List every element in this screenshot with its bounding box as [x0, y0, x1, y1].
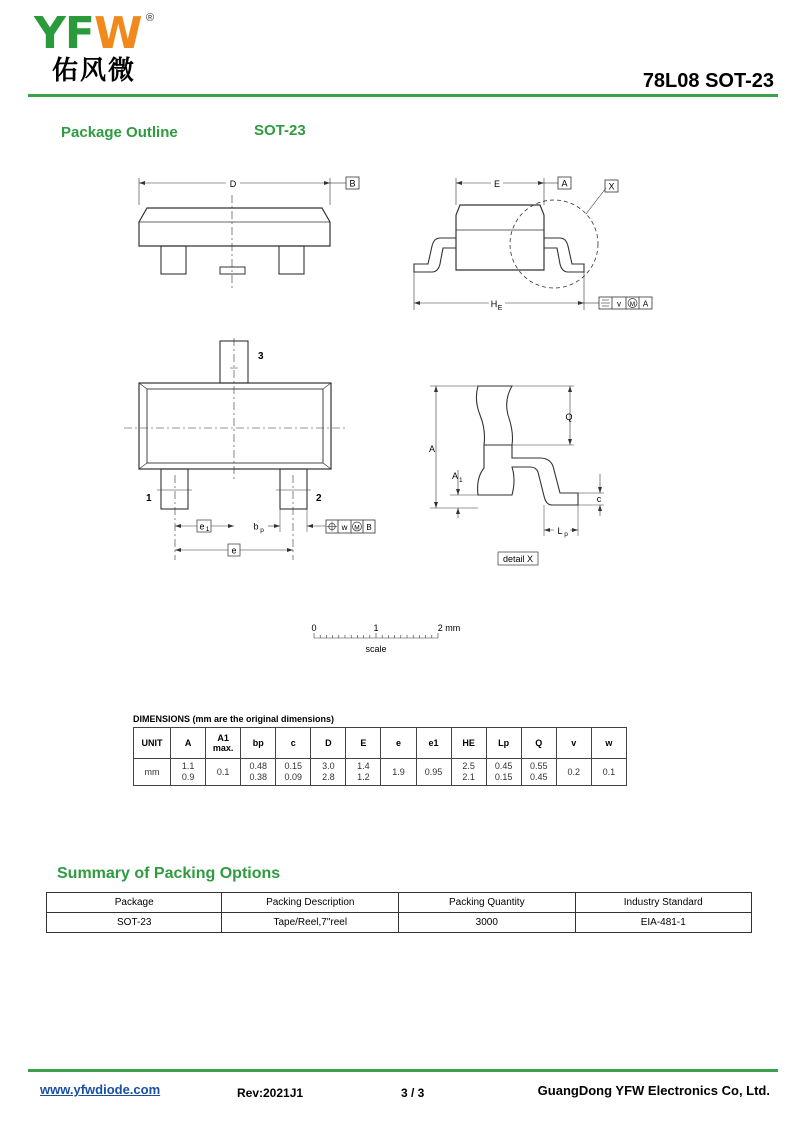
dim-c-label: c — [596, 494, 602, 504]
packing-cell-package: SOT-23 — [47, 913, 222, 933]
dim-cell: 0.15 0.09 — [276, 759, 311, 786]
fcf-b-label: B — [366, 523, 372, 532]
website-link[interactable]: www.yfwdiode.com — [40, 1082, 161, 1097]
fcf-a-label: A — [642, 299, 649, 309]
dim-e1-label: e — [199, 521, 205, 532]
col-q: Q — [521, 728, 556, 759]
dimensions-caption: DIMENSIONS (mm are the original dimensions) — [133, 714, 335, 724]
dim-e-label: E — [493, 179, 501, 189]
packing-header-row — [47, 893, 752, 913]
top-view — [139, 177, 359, 290]
side-view — [414, 177, 652, 312]
col-pitch-e: e — [381, 728, 416, 759]
dim-a-height-label: A — [428, 444, 436, 454]
logo-letter-y: Y — [34, 8, 65, 59]
page-number: 3 / 3 — [401, 1086, 425, 1100]
dim-cell: 1.4 1.2 — [346, 759, 381, 786]
col-lp: Lp — [486, 728, 521, 759]
datum-b-label: B — [349, 178, 356, 189]
packing-col-description: Packing Description — [222, 893, 399, 913]
detail-x-ref: X — [608, 181, 615, 192]
col-bp: bp — [241, 728, 276, 759]
company-name: GuangDong YFW Electronics Co, Ltd. — [537, 1083, 770, 1098]
detail-x-view — [429, 386, 604, 565]
dim-q-label: Q — [565, 412, 573, 422]
dim-cell: 1.9 — [381, 759, 416, 786]
scale-tick-0: 0 — [311, 623, 317, 633]
col-w: w — [591, 728, 626, 759]
dim-bp-subscript: p — [260, 527, 264, 534]
fcf-m2-label: M — [354, 524, 360, 532]
packing-cell-description: Tape/Reel,7"reel — [222, 913, 399, 933]
fcf-v-label: v — [617, 299, 621, 309]
dim-cell: 0.95 — [416, 759, 451, 786]
dim-lp-label: L — [557, 526, 563, 536]
packing-row — [47, 913, 752, 933]
dim-cell: 0.1 — [206, 759, 241, 786]
document-title: 78L08 SOT-23 — [642, 70, 774, 92]
logo-letter-w: W — [93, 8, 142, 59]
packing-table — [46, 892, 752, 933]
dim-bp-label: b — [253, 521, 259, 532]
dim-e-pitch-label: e — [231, 545, 237, 556]
col-a1 — [206, 728, 241, 759]
dim-he-subscript: E — [497, 305, 503, 312]
plan-view — [124, 338, 375, 560]
dimensions-table — [133, 727, 627, 786]
pin-2-label: 2 — [316, 493, 322, 504]
dim-cell: 0.48 0.38 — [241, 759, 276, 786]
dim-lp-subscript: p — [564, 531, 568, 538]
col-unit: UNIT — [134, 728, 171, 759]
packing-cell-quantity: 3000 — [399, 913, 575, 933]
registered-mark: ® — [146, 12, 155, 24]
col-a1-text: A1 max. — [212, 733, 234, 753]
dim-cell: 0.45 0.15 — [486, 759, 521, 786]
col-e: E — [346, 728, 381, 759]
datum-a-label: A — [561, 178, 568, 189]
packing-options-title: Summary of Packing Options — [57, 865, 281, 882]
col-e1: e1 — [416, 728, 451, 759]
scale-tick-1: 1 — [373, 623, 379, 633]
packing-cell-standard: EIA-481-1 — [575, 913, 751, 933]
dim-cell: 0.1 — [591, 759, 626, 786]
dim-cell: mm — [134, 759, 171, 786]
dimensions-row-mm — [134, 759, 627, 786]
pin-1-label: 1 — [146, 493, 152, 504]
fcf-m-label: M — [629, 301, 636, 308]
dim-cell: 0.2 — [556, 759, 591, 786]
dimensions-header-row — [134, 728, 627, 759]
pin-3-label: 3 — [258, 351, 264, 362]
packing-col-package: Package — [47, 893, 222, 913]
feature-control-frame-v — [599, 297, 652, 309]
detail-x-caption: detail X — [502, 554, 534, 564]
col-a: A — [171, 728, 206, 759]
feature-control-frame-w — [326, 520, 375, 533]
dim-cell: 3.0 2.8 — [311, 759, 346, 786]
dim-cell: 1.1 0.9 — [171, 759, 206, 786]
col-v: v — [556, 728, 591, 759]
dim-a1-label: A — [452, 471, 459, 481]
scale-tick-2: 2 mm — [437, 623, 461, 633]
package-name: SOT-23 — [254, 122, 306, 139]
package-outline-title: Package Outline — [61, 124, 178, 141]
packing-col-standard: Industry Standard — [575, 893, 751, 913]
dim-d-label: D — [229, 179, 237, 189]
packing-col-quantity: Packing Quantity — [399, 893, 575, 913]
col-d: D — [311, 728, 346, 759]
col-he: HE — [451, 728, 486, 759]
scale-bar — [311, 623, 460, 654]
revision-text: Rev:2021J1 — [237, 1086, 304, 1100]
scale-label: scale — [365, 644, 387, 654]
dim-cell: 0.55 0.45 — [521, 759, 556, 786]
dim-e1-subscript: 1 — [205, 526, 210, 533]
dim-he-label: H — [490, 299, 498, 309]
dim-a1-subscript: 1 — [459, 477, 463, 484]
logo-letter-f: F — [64, 8, 94, 59]
dim-cell: 2.5 2.1 — [451, 759, 486, 786]
footer-divider — [28, 1069, 778, 1072]
col-c: c — [276, 728, 311, 759]
logo-chinese-name: 佑风微 — [52, 56, 137, 86]
fcf-w-label: w — [341, 523, 348, 532]
